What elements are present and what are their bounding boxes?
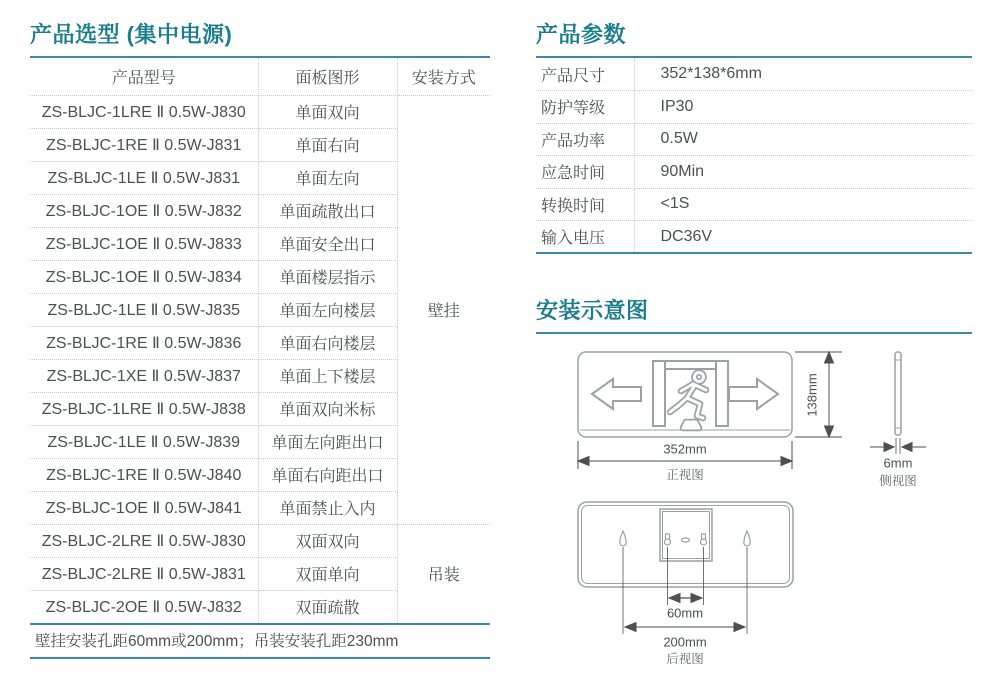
table-row	[30, 524, 490, 557]
mounting-hole-note: 壁挂安装孔距60mm或200mm；吊装安装孔距230mm	[30, 623, 490, 659]
param-row	[536, 221, 972, 254]
installation-diagram-drawing	[536, 335, 994, 687]
model-cell: ZS-BLJC-1RE Ⅱ 0.5W-J836	[30, 326, 258, 359]
panel-graphic-cell: 单面左向距出口	[258, 425, 397, 458]
param-value: IP30	[634, 91, 972, 124]
panel-graphic-cell: 双面双向	[258, 524, 397, 557]
column-header-panel: 面板图形	[258, 58, 397, 95]
parameters-section-title: 产品参数	[536, 18, 972, 58]
model-cell: ZS-BLJC-1RE Ⅱ 0.5W-J840	[30, 458, 258, 491]
param-label: 转换时间	[536, 188, 634, 221]
right-arrow-icon	[729, 379, 778, 409]
panel-graphic-cell: 单面双向	[258, 95, 397, 128]
model-cell: ZS-BLJC-2LRE Ⅱ 0.5W-J830	[30, 524, 258, 557]
panel-graphic-cell: 单面右向楼层	[258, 326, 397, 359]
param-label: 输入电压	[536, 221, 634, 254]
product-parameters-section	[536, 18, 972, 254]
model-cell: ZS-BLJC-1LRE Ⅱ 0.5W-J838	[30, 392, 258, 425]
panel-graphic-cell: 单面上下楼层	[258, 359, 397, 392]
model-cell: ZS-BLJC-1XE Ⅱ 0.5W-J837	[30, 359, 258, 392]
panel-graphic-cell: 双面疏散	[258, 590, 397, 623]
panel-graphic-cell: 双面单向	[258, 557, 397, 590]
product-selection-table	[30, 58, 490, 623]
height-dimension-label: 138mm	[804, 372, 820, 417]
selection-table-header	[30, 58, 490, 95]
thickness-dimension-label: 6mm	[883, 455, 913, 471]
param-label: 产品功率	[536, 123, 634, 156]
width-dimension-label: 352mm	[663, 441, 707, 457]
panel-graphic-cell: 单面安全出口	[258, 227, 397, 260]
param-row	[536, 156, 972, 189]
side-view-caption: 侧视图	[879, 474, 917, 488]
rear-view-panel	[578, 502, 793, 587]
panel-graphic-cell: 单面右向距出口	[258, 458, 397, 491]
installation-section-title: 安装示意图	[536, 294, 972, 334]
param-row	[536, 58, 972, 91]
panel-graphic-cell: 单面疏散出口	[258, 194, 397, 227]
selection-section-title: 产品选型 (集中电源)	[30, 18, 490, 58]
param-row	[536, 188, 972, 221]
product-parameters-table	[536, 58, 972, 254]
header-row	[30, 58, 490, 95]
param-row	[536, 123, 972, 156]
model-cell: ZS-BLJC-1OE Ⅱ 0.5W-J834	[30, 260, 258, 293]
mount-type-cell: 壁挂	[397, 95, 490, 524]
model-cell: ZS-BLJC-1OE Ⅱ 0.5W-J841	[30, 491, 258, 524]
inner-spacing-label: 60mm	[666, 605, 704, 621]
panel-graphic-cell: 单面禁止入内	[258, 491, 397, 524]
param-value: DC36V	[634, 221, 972, 254]
panel-graphic-cell: 单面双向米标	[258, 392, 397, 425]
front-view-caption: 正视图	[666, 468, 704, 482]
panel-graphic-cell: 单面右向	[258, 128, 397, 161]
model-cell: ZS-BLJC-1OE Ⅱ 0.5W-J833	[30, 227, 258, 260]
model-cell: ZS-BLJC-1LE Ⅱ 0.5W-J831	[30, 161, 258, 194]
mount-type-cell: 吊装	[427, 567, 460, 585]
inner-keyhole-icon	[665, 534, 707, 545]
param-value: 0.5W	[634, 123, 972, 156]
model-cell: ZS-BLJC-1LE Ⅱ 0.5W-J835	[30, 293, 258, 326]
running-man-icon	[670, 373, 706, 429]
param-row	[536, 91, 972, 124]
side-view-profile	[895, 352, 901, 435]
param-label: 应急时间	[536, 156, 634, 189]
panel-graphic-cell: 单面楼层指示	[258, 260, 397, 293]
column-header-model: 产品型号	[30, 58, 258, 95]
column-header-mount: 安装方式	[397, 58, 490, 95]
outer-spacing-label: 200mm	[663, 634, 707, 650]
left-arrow-icon	[592, 379, 641, 409]
thickness-dimension	[870, 438, 926, 454]
param-value: <1S	[634, 188, 972, 221]
param-value: 352*138*6mm	[634, 58, 972, 91]
param-label: 防护等级	[536, 91, 634, 124]
model-cell: ZS-BLJC-2OE Ⅱ 0.5W-J832	[30, 590, 258, 623]
model-cell: ZS-BLJC-2LRE Ⅱ 0.5W-J831	[30, 557, 258, 590]
installation-diagram	[536, 335, 994, 687]
param-label: 产品尺寸	[536, 58, 634, 91]
product-selection-section	[30, 18, 490, 659]
table-row	[30, 95, 490, 128]
model-cell: ZS-BLJC-1LRE Ⅱ 0.5W-J830	[30, 95, 258, 128]
model-cell: ZS-BLJC-1OE Ⅱ 0.5W-J832	[30, 194, 258, 227]
rear-view-caption: 后视图	[666, 652, 704, 666]
selection-table-body	[30, 95, 490, 623]
panel-graphic-cell: 单面左向	[258, 161, 397, 194]
installation-section	[536, 294, 972, 334]
hole-spacing-dimensions	[623, 547, 747, 634]
model-cell: ZS-BLJC-1RE Ⅱ 0.5W-J831	[30, 128, 258, 161]
param-value: 90Min	[634, 156, 972, 189]
parameters-table-body	[536, 58, 972, 253]
model-cell: ZS-BLJC-1LE Ⅱ 0.5W-J839	[30, 425, 258, 458]
panel-graphic-cell: 单面左向楼层	[258, 293, 397, 326]
